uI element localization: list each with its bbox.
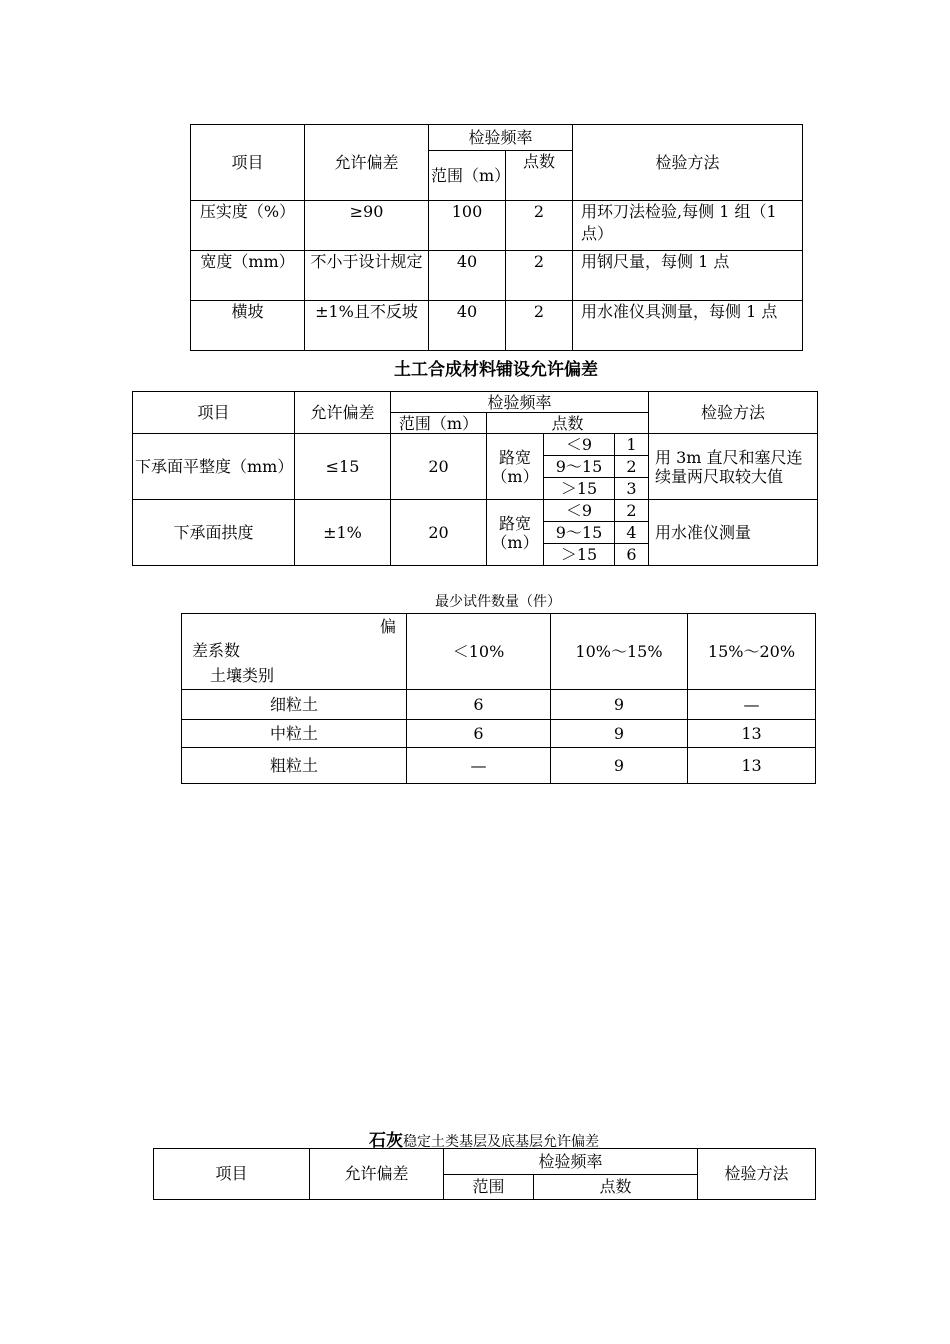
- corner-top-label: 偏: [379, 617, 396, 636]
- cell-width-range: 9～15: [544, 522, 615, 544]
- cell-road-width: 路宽（m）: [487, 500, 544, 566]
- cell-value: 9: [551, 748, 688, 784]
- table3-title: 最少试件数量（件）: [435, 594, 561, 610]
- header-frequency: 检验频率: [429, 125, 573, 151]
- header-frequency: 检验频率: [444, 1149, 698, 1175]
- table4-title-bold: 石灰: [369, 1131, 403, 1151]
- corner-bottom-label: 土壤类别: [210, 666, 275, 685]
- table4-title-rest: 稳定土类基层及底基层允许偏差: [403, 1134, 599, 1150]
- cell-tolerance: ≤15: [295, 434, 391, 500]
- column-header: 10%～15%: [551, 614, 688, 690]
- cell-tolerance: ±1%且不反坡: [305, 301, 429, 351]
- cell-value: 13: [688, 720, 816, 748]
- table-geosynthetic-tolerance: [132, 391, 818, 566]
- header-method: 检验方法: [698, 1149, 816, 1200]
- header-range: 范围: [444, 1175, 534, 1200]
- cell-tolerance: ±1%: [295, 500, 391, 566]
- cell-value: —: [688, 690, 816, 720]
- cell-item: 压实度（%）: [191, 201, 305, 251]
- corner-mid-label: 差系数: [192, 641, 241, 660]
- header-tolerance: 允许偏差: [305, 125, 429, 201]
- header-points: 点数: [487, 413, 649, 434]
- cell-value: 6: [407, 690, 551, 720]
- cell-range: 20: [391, 500, 487, 566]
- cell-method: 用钢尺量，每侧 1 点: [573, 251, 803, 301]
- header-method: 检验方法: [573, 125, 803, 201]
- cell-value: —: [407, 748, 551, 784]
- column-header: 15%～20%: [688, 614, 816, 690]
- table-row: [191, 301, 803, 351]
- header-frequency: 检验频率: [391, 392, 649, 413]
- cell-soil: 粗粒土: [182, 748, 407, 784]
- cell-points: 2: [506, 301, 573, 351]
- corner-header: [182, 614, 407, 690]
- cell-range: 40: [429, 251, 506, 301]
- table-row: [182, 748, 816, 784]
- cell-range: 100: [429, 201, 506, 251]
- cell-item: 横坡: [191, 301, 305, 351]
- table-row: [191, 251, 803, 301]
- table-lime-stabilized-tolerance: [153, 1148, 816, 1200]
- header-item: 项目: [154, 1149, 310, 1200]
- cell-tolerance: ≥90: [305, 201, 429, 251]
- cell-method: 用环刀法检验,每侧 1 组（1 点）: [573, 201, 803, 251]
- cell-method: 用水准仪测量: [649, 500, 818, 566]
- cell-item: 下承面平整度（mm）: [133, 434, 295, 500]
- header-points: 点数: [506, 151, 573, 201]
- cell-range: 20: [391, 434, 487, 500]
- cell-method: 用 3m 直尺和塞尺连续量两尺取较大值: [649, 434, 818, 500]
- column-header: ＜10%: [407, 614, 551, 690]
- cell-points: 1: [615, 434, 649, 456]
- cell-width-range: 9～15: [544, 456, 615, 478]
- cell-value: 13: [688, 748, 816, 784]
- cell-road-width: 路宽（m）: [487, 434, 544, 500]
- cell-points: 2: [615, 456, 649, 478]
- cell-soil: 中粒土: [182, 720, 407, 748]
- cell-range: 40: [429, 301, 506, 351]
- cell-soil: 细粒土: [182, 690, 407, 720]
- cell-points: 2: [615, 500, 649, 522]
- cell-item: 下承面拱度: [133, 500, 295, 566]
- table-row: [182, 690, 816, 720]
- cell-points: 3: [615, 478, 649, 500]
- table-row: [133, 434, 818, 456]
- header-item: 项目: [133, 392, 295, 434]
- cell-width-range: ＞15: [544, 478, 615, 500]
- table-row: [182, 720, 816, 748]
- header-points: 点数: [534, 1175, 698, 1200]
- cell-points: 6: [615, 544, 649, 566]
- cell-points: 2: [506, 201, 573, 251]
- table-compaction-tolerance: [190, 124, 803, 351]
- cell-item: 宽度（mm）: [191, 251, 305, 301]
- table-row: [191, 201, 803, 251]
- cell-width-range: ＜9: [544, 434, 615, 456]
- header-tolerance: 允许偏差: [310, 1149, 444, 1200]
- table2-title: 土工合成材料铺设允许偏差: [394, 360, 598, 380]
- header-range: 范围（m）: [429, 151, 506, 201]
- cell-width-range: ＞15: [544, 544, 615, 566]
- header-range: 范围（m）: [391, 413, 487, 434]
- cell-method: 用水准仪具测量，每侧 1 点: [573, 301, 803, 351]
- header-item: 项目: [191, 125, 305, 201]
- cell-value: 9: [551, 720, 688, 748]
- header-tolerance: 允许偏差: [295, 392, 391, 434]
- cell-value: 9: [551, 690, 688, 720]
- header-method: 检验方法: [649, 392, 818, 434]
- table-row: [133, 500, 818, 522]
- cell-width-range: ＜9: [544, 500, 615, 522]
- cell-tolerance: 不小于设计规定: [305, 251, 429, 301]
- cell-points: 2: [506, 251, 573, 301]
- cell-value: 6: [407, 720, 551, 748]
- cell-points: 4: [615, 522, 649, 544]
- table-min-specimens: [181, 613, 816, 784]
